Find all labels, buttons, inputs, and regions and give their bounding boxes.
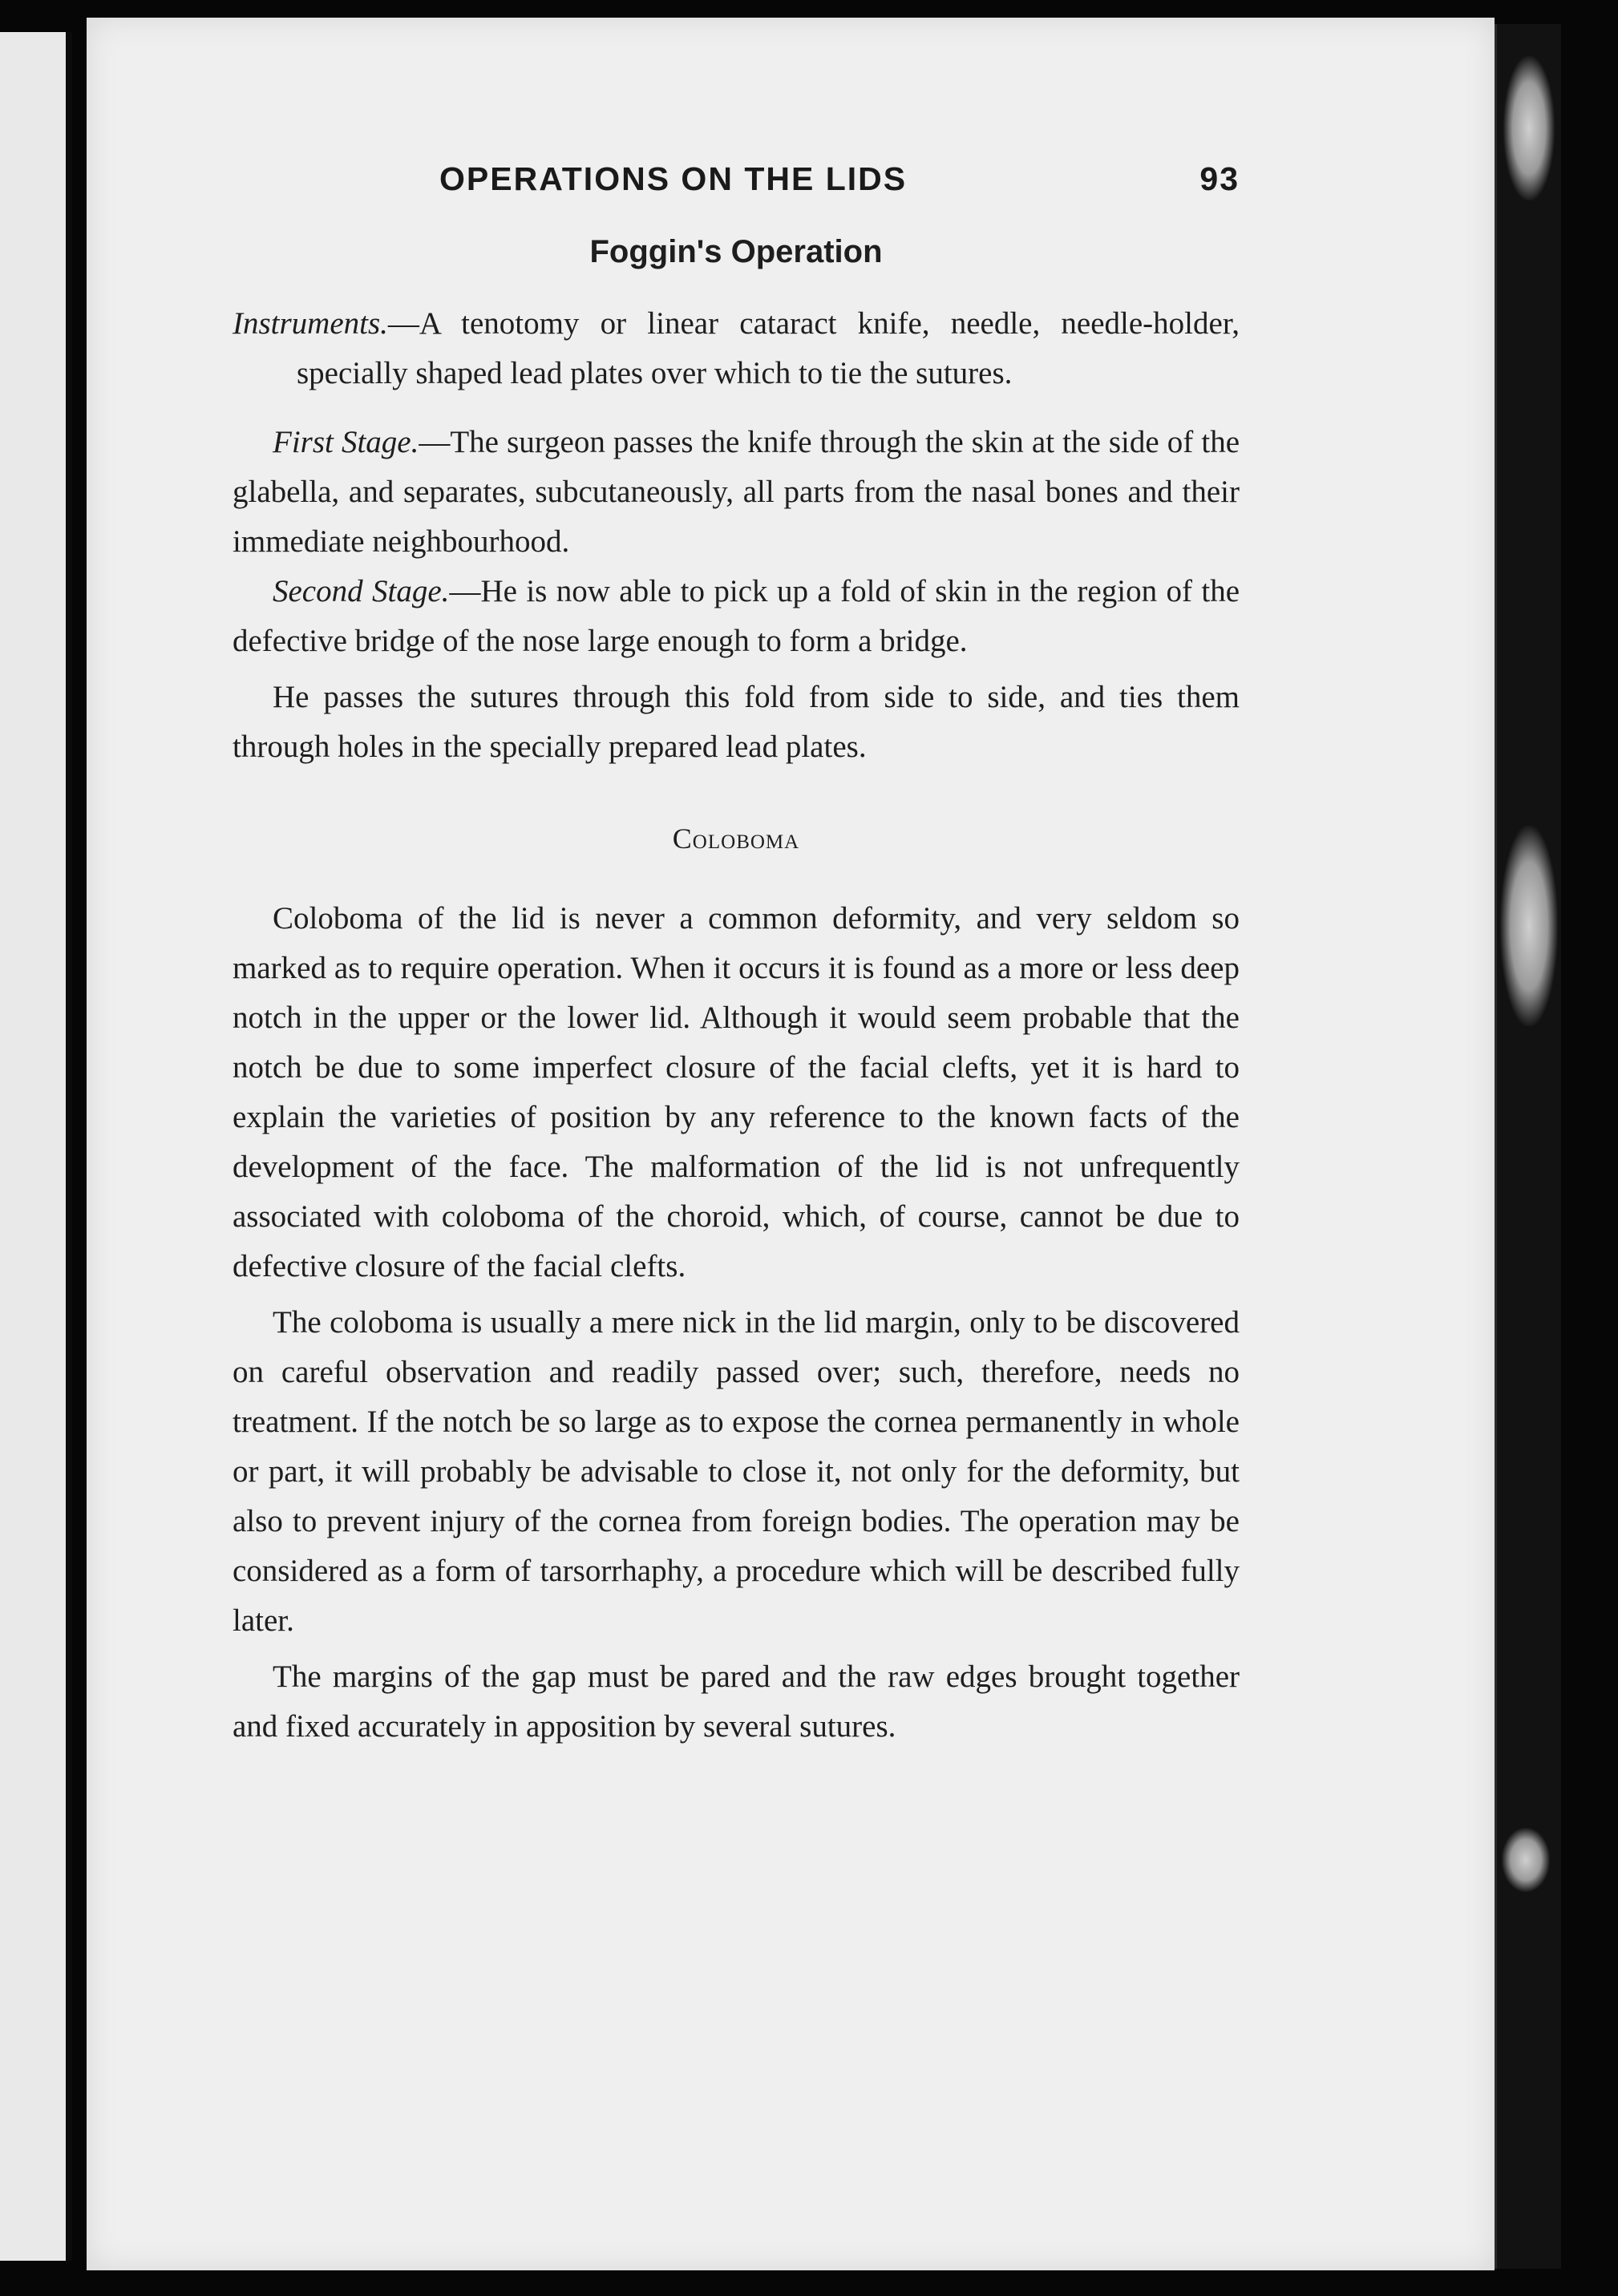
- scan-border-right: [1495, 24, 1561, 2269]
- sutures-paragraph: He passes the sutures through this fold from side to side, and ties them through holes in the specially prepared lead plates.: [233, 680, 1240, 764]
- instruments-text: —A tenotomy or linear cataract knife, needle, needle-holder, specially shaped lead plates over which to tie the sutures.: [297, 306, 1240, 390]
- second-stage-text: —He is now able to pick up a fold of skin in the region of the defective bridge of the nose large enough to form a bridge.: [233, 574, 1240, 658]
- coloboma-paragraph-1: Coloboma of the lid is never a common deformity, and very seldom so marked as to require operation. When it occurs it is found as a more or less deep notch in the upper or the lower lid. Although it would seem probable that the notch be due to some imperfect closure of the facial clefts, yet it is hard to explain the varieties of position by any reference to the known facts of the development of the face. The malformation of the lid is not unfrequently associated with coloboma of the choroid, which, of course, cannot be due to defective closure of the facial clefts.: [233, 901, 1240, 1283]
- instruments-paragraph: [233, 299, 1240, 398]
- first-stage-text: —The surgeon passes the knife through the skin at the side of the glabella, and separates, subcutaneously, all parts from the nasal bones and their immediate neighbourhood.: [233, 425, 1240, 559]
- second-stage-paragraph: [233, 567, 1240, 666]
- section-title: Foggin's Operation: [589, 234, 883, 269]
- instruments-label: Instruments.: [233, 306, 388, 341]
- coloboma-heading: Coloboma: [672, 823, 800, 855]
- first-stage-paragraph: [233, 418, 1240, 567]
- coloboma-paragraph-2: The coloboma is usually a mere nick in the lid margin, only to be discovered on careful observation and readily passed over; such, therefore, needs no treatment. If the notch be so large as to expose the cornea permanently in whole or part, it will probably be advisable to close it, not only for the deformity, but also to prevent injury of the cornea from foreign bodies. The operation may be considered as a form of tarsorrhaphy, a procedure which will be described fully later.: [233, 1305, 1240, 1638]
- adjacent-page-edge: [0, 32, 72, 2261]
- running-title: OPERATIONS ON THE LIDS: [439, 160, 908, 197]
- second-stage-label: Second Stage.: [273, 574, 450, 608]
- page-number: 93: [1199, 160, 1240, 197]
- scan-smudge-middle: [1500, 826, 1558, 1026]
- running-head: [233, 160, 1240, 216]
- first-stage-label: First Stage.: [273, 425, 419, 459]
- paragraph-gap: [233, 398, 1240, 418]
- scan-smudge-top: [1503, 56, 1555, 200]
- page-text: [233, 160, 1240, 1752]
- coloboma-paragraph-3: The margins of the gap must be pared and the raw edges brought together and fixed accurately in apposition by several sutures.: [233, 1659, 1240, 1744]
- scan-smudge-bottom: [1502, 1828, 1550, 1892]
